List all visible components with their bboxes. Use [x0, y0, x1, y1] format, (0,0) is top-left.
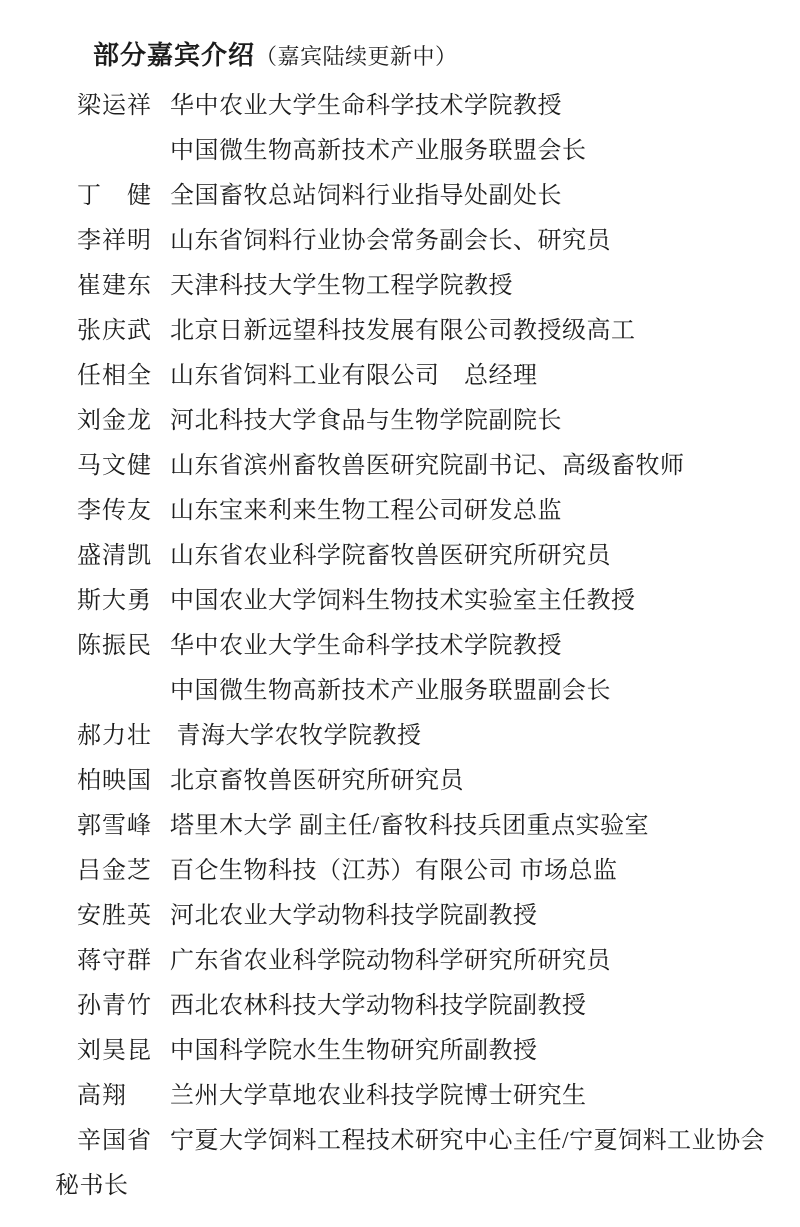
- guest-title: 河北科技大学食品与生物学院副院长: [170, 408, 562, 434]
- guest-name: 马文健: [77, 453, 152, 479]
- guest-row: [55, 399, 776, 444]
- guest-row: [55, 444, 776, 489]
- guest-name: 郭雪峰: [77, 813, 152, 839]
- guest-row: [55, 669, 776, 714]
- guest-row: [55, 759, 776, 804]
- guest-name: 柏映国: [77, 768, 152, 794]
- guest-name: 郝力壮: [77, 723, 152, 749]
- guest-title: 山东省滨州畜牧兽医研究院副书记、高级畜牧师: [170, 453, 685, 479]
- guest-title: 塔里木大学 副主任/畜牧科技兵团重点实验室: [170, 813, 650, 839]
- guest-name: 高翔: [77, 1083, 127, 1109]
- guest-name: 梁运祥: [77, 93, 152, 119]
- guest-title: 中国微生物高新技术产业服务联盟会长: [170, 138, 587, 164]
- guest-row: [55, 849, 776, 894]
- page-title: [93, 42, 776, 84]
- guest-row: [55, 264, 776, 309]
- guest-title: 北京日新远望科技发展有限公司教授级高工: [170, 318, 636, 344]
- guest-row: [55, 309, 776, 354]
- guest-title: 青海大学农牧学院教授: [170, 723, 422, 749]
- guest-name: 张庆武: [77, 318, 152, 344]
- guest-row: [55, 984, 776, 1029]
- guest-title: 天津科技大学生物工程学院教授: [170, 273, 513, 299]
- guest-name: 吕金芝: [77, 858, 152, 884]
- guest-name: 斯大勇: [77, 588, 152, 614]
- title-note: （嘉宾陆续更新中）: [255, 44, 458, 69]
- guest-title: 山东省农业科学院畜牧兽医研究所研究员: [170, 543, 611, 569]
- guest-row: [55, 1074, 776, 1119]
- guest-name: [77, 129, 170, 174]
- guest-name: 盛清凯: [77, 543, 152, 569]
- guest-row: [55, 129, 776, 174]
- guest-row: [55, 714, 776, 759]
- guest-name: 孙青竹: [77, 993, 152, 1019]
- guest-name: 刘金龙: [77, 408, 152, 434]
- guest-row: [55, 579, 776, 624]
- guest-title: 中国科学院水生生物研究所副教授: [170, 1038, 538, 1064]
- guest-title: 中国农业大学饲料生物技术实验室主任教授: [170, 588, 636, 614]
- guest-title: 中国微生物高新技术产业服务联盟副会长: [170, 678, 611, 704]
- guest-name: 蒋守群: [77, 948, 152, 974]
- guest-row: [55, 1029, 776, 1074]
- guest-title: 华中农业大学生命科学技术学院教授: [170, 633, 562, 659]
- guest-name: 刘昊昆: [77, 1038, 152, 1064]
- title-text: 部分嘉宾介绍: [93, 41, 256, 70]
- guest-row: [55, 804, 776, 849]
- guest-title: 山东省饲料行业协会常务副会长、研究员: [170, 228, 611, 254]
- guest-row: [55, 534, 776, 579]
- guest-title: 河北农业大学动物科技学院副教授: [170, 903, 538, 929]
- guest-row: [55, 624, 776, 669]
- guest-row: [55, 84, 776, 129]
- guest-name: [77, 669, 170, 714]
- guest-row: [55, 354, 776, 399]
- guest-row: [55, 219, 776, 264]
- guest-name: 丁 健: [77, 183, 152, 209]
- guest-name: 任相全: [77, 363, 152, 389]
- guest-row: [55, 489, 776, 534]
- guest-title: 华中农业大学生命科学技术学院教授: [170, 93, 562, 119]
- guest-name: 陈振民: [77, 633, 152, 659]
- guest-name: 辛国省: [77, 1128, 152, 1154]
- guest-row: [55, 894, 776, 939]
- guest-title: 宁夏大学饲料工程技术研究中心主任/宁夏饲料工业协会: [170, 1128, 766, 1154]
- guest-title: 全国畜牧总站饲料行业指导处副处长: [170, 183, 562, 209]
- guest-row: [55, 174, 776, 219]
- guest-name: 安胜英: [77, 903, 152, 929]
- guest-title: 山东宝来利来生物工程公司研发总监: [170, 498, 562, 524]
- guest-name: 李祥明: [77, 228, 152, 254]
- guest-title: 山东省饲料工业有限公司 总经理: [170, 363, 538, 389]
- guest-title: 广东省农业科学院动物科学研究所研究员: [170, 948, 611, 974]
- guest-title: 北京畜牧兽医研究所研究员: [170, 768, 464, 794]
- guest-name: 李传友: [77, 498, 152, 524]
- guest-title-continuation: 秘书长: [55, 1173, 129, 1199]
- guest-title: 百仑生物科技（江苏）有限公司 市场总监: [170, 858, 618, 884]
- guest-name: 崔建东: [77, 273, 152, 299]
- guest-row: [55, 939, 776, 984]
- guest-title: 西北农林科技大学动物科技学院副教授: [170, 993, 587, 1019]
- guest-list: [55, 84, 776, 1209]
- guest-row: [55, 1119, 776, 1164]
- guest-title: 兰州大学草地农业科技学院博士研究生: [170, 1083, 587, 1109]
